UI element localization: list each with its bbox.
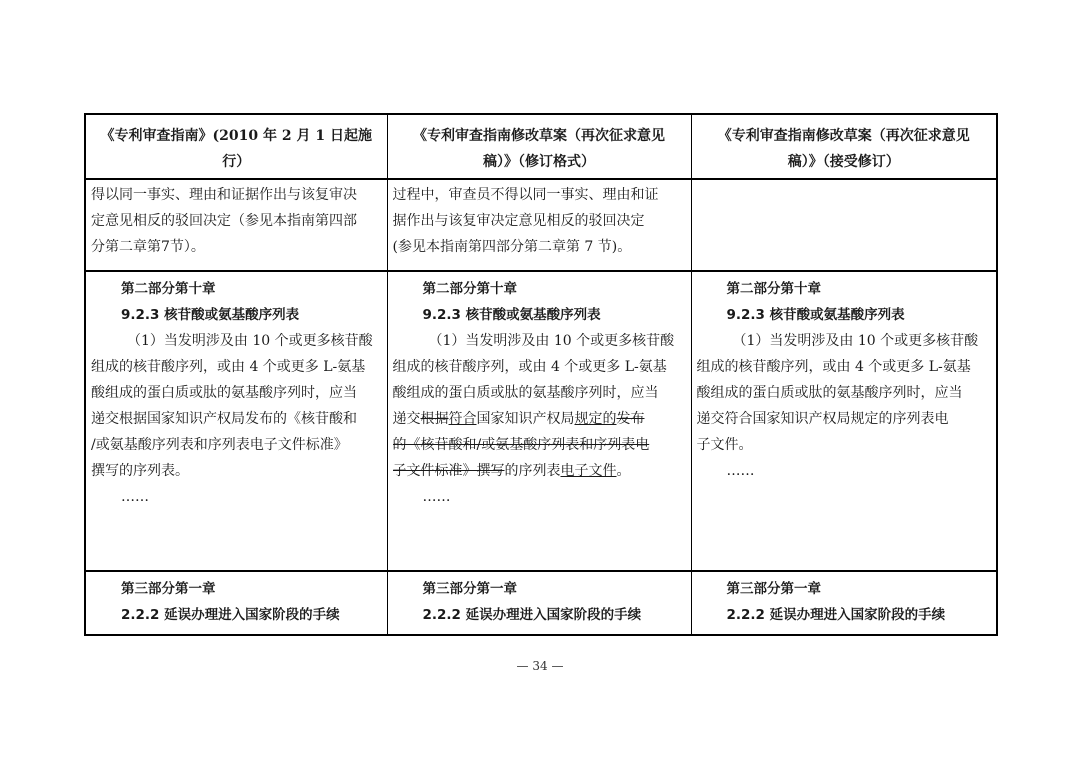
section-heading: 第三部分第一章 — [726, 581, 821, 597]
header-row — [85, 114, 997, 179]
deleted-text: 发布 — [616, 411, 645, 427]
inserted-text: 电子文件 — [560, 463, 617, 479]
text-line: （1）当发明涉及由 10 个或更多核苷酸 — [732, 333, 979, 349]
section-subheading: 9.2.3 核苷酸或氨基酸序列表 — [422, 307, 601, 323]
deleted-text: 根据 — [420, 411, 449, 427]
text-line: (参见本指南第四部分第二章第 7 节)。 — [392, 239, 632, 255]
text-line: 过程中，审查员不得以同一事实、理由和证 — [392, 187, 659, 203]
header-col1-line: 《专利审查指南》(2010 年 2 月 1 日起施行） — [100, 128, 372, 170]
section-subheading: 2.2.2 延误办理进入国家阶段的手续 — [121, 607, 340, 623]
text-span: 的序列表 — [504, 463, 561, 479]
text-line: 组成的核苷酸序列，或由 4 个或更多 L-氨基 — [91, 359, 366, 375]
row2-col2 — [387, 271, 691, 571]
row1-col3 — [691, 179, 997, 271]
text-line: 递交符合国家知识产权局规定的序列表电 — [696, 411, 949, 427]
text-span: 国家知识产权局 — [476, 411, 575, 427]
row3-col3 — [691, 571, 997, 635]
section-heading: 第三部分第一章 — [121, 581, 216, 597]
revised-line — [393, 458, 686, 484]
deleted-text: 子文件标准》撰写 — [392, 463, 505, 479]
text-span: 。 — [616, 463, 631, 479]
header-col2 — [387, 114, 691, 179]
row1-col1 — [85, 179, 387, 271]
header-col3 — [691, 114, 997, 179]
section-subheading: 9.2.3 核苷酸或氨基酸序列表 — [121, 307, 300, 323]
table-row — [85, 179, 997, 271]
text-line: 撰写的序列表。 — [91, 463, 189, 479]
text-line: 据作出与该复审决定意见相反的驳回决定 — [392, 213, 645, 229]
text-span: 递交 — [392, 411, 421, 427]
revised-line — [393, 432, 686, 458]
inserted-text: 符合 — [448, 411, 477, 427]
text-line: /或氨基酸序列表和序列表电子文件标准》 — [91, 437, 348, 453]
text-line: 子文件。 — [696, 437, 753, 453]
text-line: 定意见相反的驳回决定（参见本指南第四部 — [91, 213, 357, 229]
row2-col1 — [85, 271, 387, 571]
text-line: 酸组成的蛋白质或肽的氨基酸序列时，应当 — [392, 385, 659, 401]
header-col2-line1: 《专利审查指南修改草案（再次征求意见 — [413, 128, 665, 144]
ellipsis: …… — [422, 489, 451, 505]
section-subheading: 2.2.2 延误办理进入国家阶段的手续 — [726, 607, 946, 623]
row3-col1 — [85, 571, 387, 635]
text-line: 酸组成的蛋白质或肽的氨基酸序列时，应当 — [91, 385, 357, 401]
header-col3-line2: 稿）》（接受修订） — [787, 154, 900, 170]
table-row — [85, 271, 997, 571]
row1-col2 — [387, 179, 691, 271]
text-line: 分第二章第7节）。 — [91, 239, 205, 255]
text-line: 组成的核苷酸序列，或由 4 个或更多 L-氨基 — [392, 359, 667, 375]
ellipsis: …… — [121, 489, 149, 505]
section-heading: 第二部分第十章 — [121, 281, 216, 297]
page-number: — 34 — — [516, 659, 564, 673]
section-subheading: 2.2.2 延误办理进入国家阶段的手续 — [422, 607, 642, 623]
ellipsis: …… — [726, 463, 755, 479]
section-subheading: 9.2.3 核苷酸或氨基酸序列表 — [726, 307, 905, 323]
text-line: 组成的核苷酸序列，或由 4 个或更多 L-氨基 — [696, 359, 971, 375]
comparison-table — [84, 113, 998, 636]
table-row — [85, 571, 997, 635]
text-line: （1）当发明涉及由 10 个或更多核苷酸 — [127, 333, 373, 349]
text-line: （1）当发明涉及由 10 个或更多核苷酸 — [428, 333, 675, 349]
row2-col3 — [691, 271, 997, 571]
row3-col2 — [387, 571, 691, 635]
header-col1 — [85, 114, 387, 179]
text-line: 酸组成的蛋白质或肽的氨基酸序列时，应当 — [696, 385, 963, 401]
inserted-text: 规定的 — [574, 411, 617, 427]
text-line: 得以同一事实、理由和证据作出与该复审决 — [91, 187, 357, 203]
header-col3-line1: 《专利审查指南修改草案（再次征求意见 — [717, 128, 970, 144]
section-heading: 第二部分第十章 — [422, 281, 517, 297]
header-col2-line2: 稿）》（修订格式） — [483, 154, 595, 170]
deleted-text: 的《核苷酸和/或氨基酸序列表和序列表电 — [392, 437, 650, 453]
text-line: 递交根据国家知识产权局发布的《核苷酸和 — [91, 411, 357, 427]
section-heading: 第二部分第十章 — [726, 281, 821, 297]
section-heading: 第三部分第一章 — [422, 581, 517, 597]
revised-line — [393, 406, 686, 432]
